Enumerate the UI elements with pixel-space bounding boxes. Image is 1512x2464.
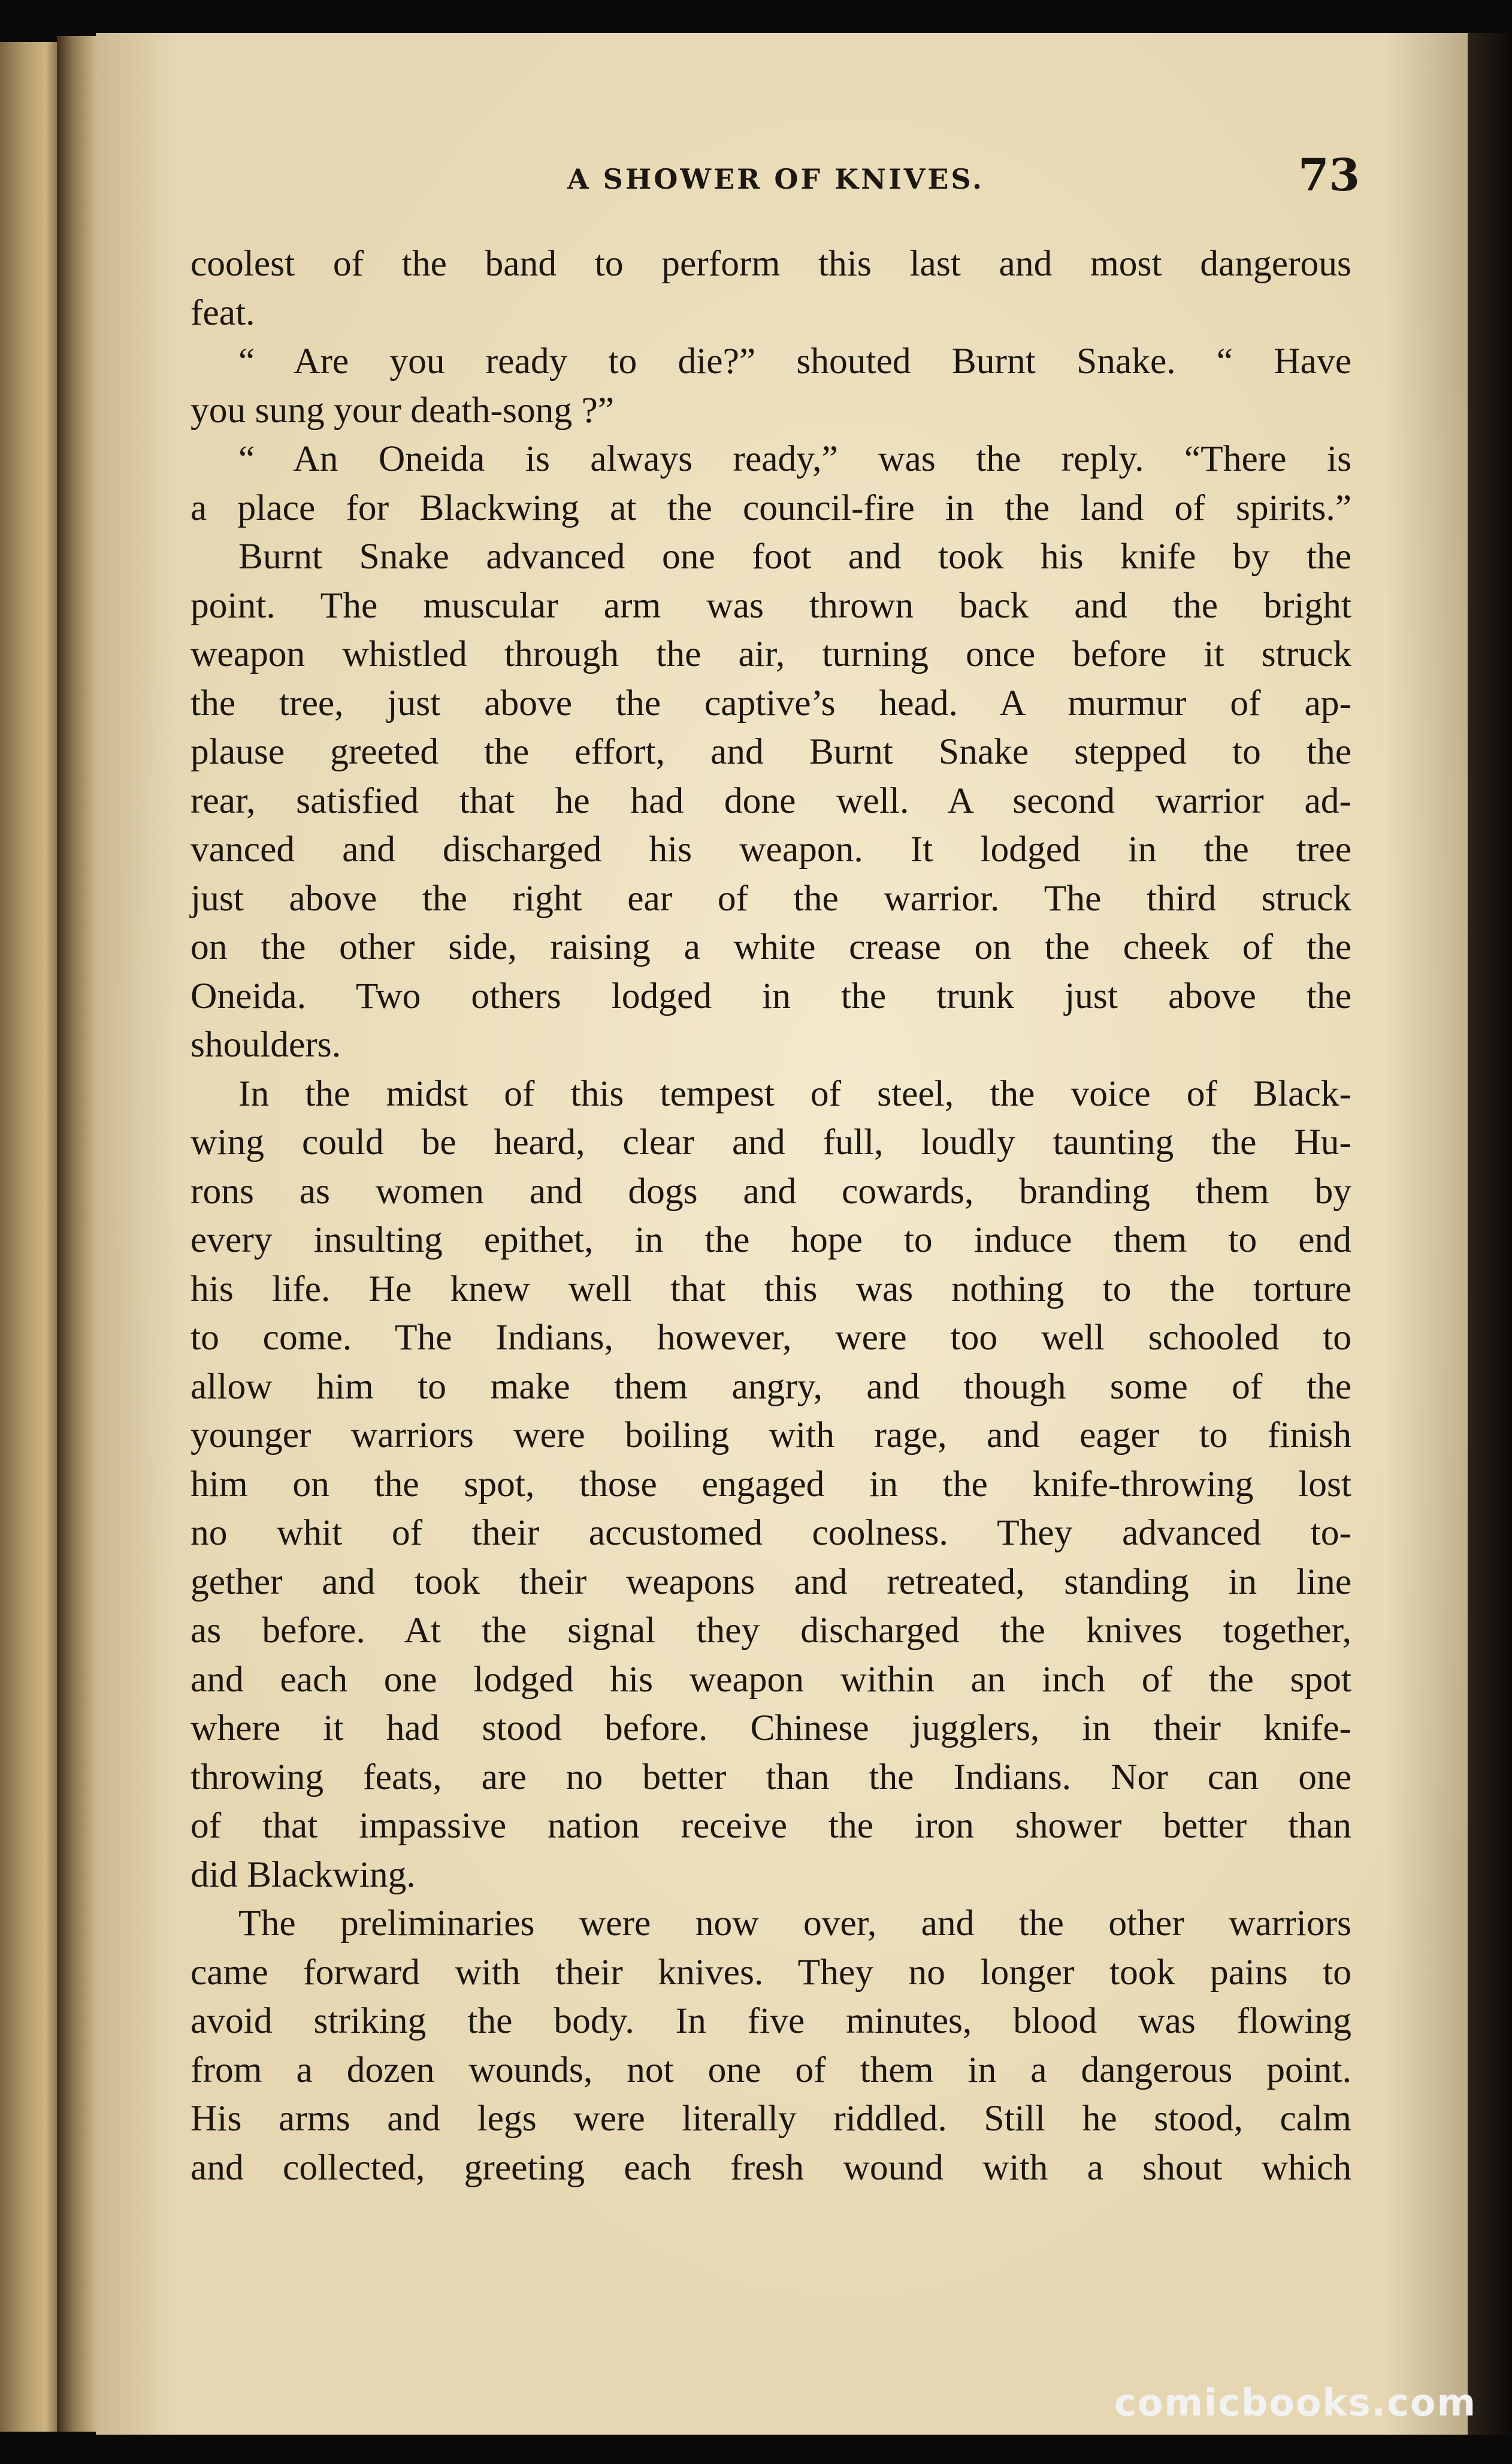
text-line: him on the spot, those engaged in the knife-throwing lost — [190, 1463, 1351, 1505]
text-line: did Blackwing. — [190, 1854, 416, 1895]
running-title: A SHOWER OF KNIVES. — [567, 163, 985, 195]
text-line: just above the right ear of the warrior. The third struck — [190, 877, 1351, 919]
text-line: as before. At the signal they discharged the knives together, — [190, 1610, 1351, 1651]
text-line: “ An Oneida is always ready,” was the reply. “There is — [238, 438, 1351, 479]
text-line: coolest of the band to perform this last and most dangerous — [190, 243, 1351, 284]
text-line: vanced and discharged his weapon. It lodged in the tree — [190, 829, 1351, 870]
text-line: The preliminaries were now over, and the other warriors — [238, 1903, 1351, 1944]
text-line: and collected, greeting each fresh wound with a shout which — [190, 2147, 1351, 2188]
text-line: His arms and legs were literally riddled. Still he stood, calm — [190, 2098, 1351, 2139]
text-line: point. The muscular arm was thrown back and the bright — [190, 585, 1351, 626]
text-line: on the other side, raising a white crease on the cheek of the — [190, 927, 1351, 967]
text-line: allow him to make them angry, and though some of the — [190, 1366, 1351, 1407]
page-number: 73 — [1298, 150, 1360, 201]
body-text — [190, 240, 1351, 2192]
text-line: every insulting epithet, in the hope to induce them to end — [190, 1219, 1351, 1260]
text-line: and each one lodged his weapon within an inch of the spot — [190, 1658, 1351, 1700]
text-line: rons as women and dogs and cowards, branding them by — [190, 1170, 1351, 1212]
text-line: rear, satisfied that he had done well. A second warrior ad- — [190, 780, 1351, 821]
running-head — [192, 150, 1360, 204]
text-line: Oneida. Two others lodged in the trunk just above the — [190, 975, 1351, 1016]
text-line: to come. The Indians, however, were too well schooled to — [190, 1317, 1351, 1358]
text-line: a place for Blackwing at the council-fire in the land of spirits.” — [190, 487, 1351, 528]
text-line: younger warriors were boiling with rage, and eager to finish — [190, 1415, 1351, 1455]
text-line: weapon whistled through the air, turning once before it struck — [190, 634, 1351, 674]
text-line: “ Are you ready to die?” shouted Burnt Snake. “ Have — [238, 341, 1351, 382]
text-line: feat. — [190, 292, 255, 333]
text-line: you sung your death-song ?” — [190, 389, 615, 431]
watermark: comicbooks.com — [1114, 2381, 1477, 2424]
text-line: shoulders. — [190, 1024, 341, 1065]
book-gutter — [57, 36, 99, 2432]
text-line: gether and took their weapons and retreated, standing in line — [190, 1561, 1351, 1602]
previous-page-edge — [0, 42, 57, 2432]
text-line: In the midst of this tempest of steel, the voice of Black- — [238, 1073, 1351, 1114]
text-line: throwing feats, are no better than the Indians. Nor can one — [190, 1756, 1351, 1797]
text-line: the tree, just above the captive’s head. A murmur of ap- — [190, 682, 1351, 724]
text-line: plause greeted the effort, and Burnt Snake stepped to the — [190, 731, 1351, 772]
text-line: came forward with their knives. They no longer took pains to — [190, 1951, 1351, 1993]
text-line: Burnt Snake advanced one foot and took his knife by the — [238, 536, 1351, 577]
text-line: from a dozen wounds, not one of them in a dangerous point. — [190, 2049, 1351, 2090]
text-line: avoid striking the body. In five minutes, blood was flowing — [190, 2000, 1351, 2041]
text-line: no whit of their accustomed coolness. They advanced to- — [190, 1512, 1351, 1553]
text-line: where it had stood before. Chinese jugglers, in their knife- — [190, 1708, 1351, 1748]
text-line: wing could be heard, clear and full, loudly taunting the Hu- — [190, 1122, 1351, 1163]
page-edge-shadow — [1468, 33, 1512, 2435]
text-line: of that impassive nation receive the iron shower better than — [190, 1805, 1351, 1846]
text-line: his life. He knew well that this was nothing to the torture — [190, 1268, 1351, 1309]
